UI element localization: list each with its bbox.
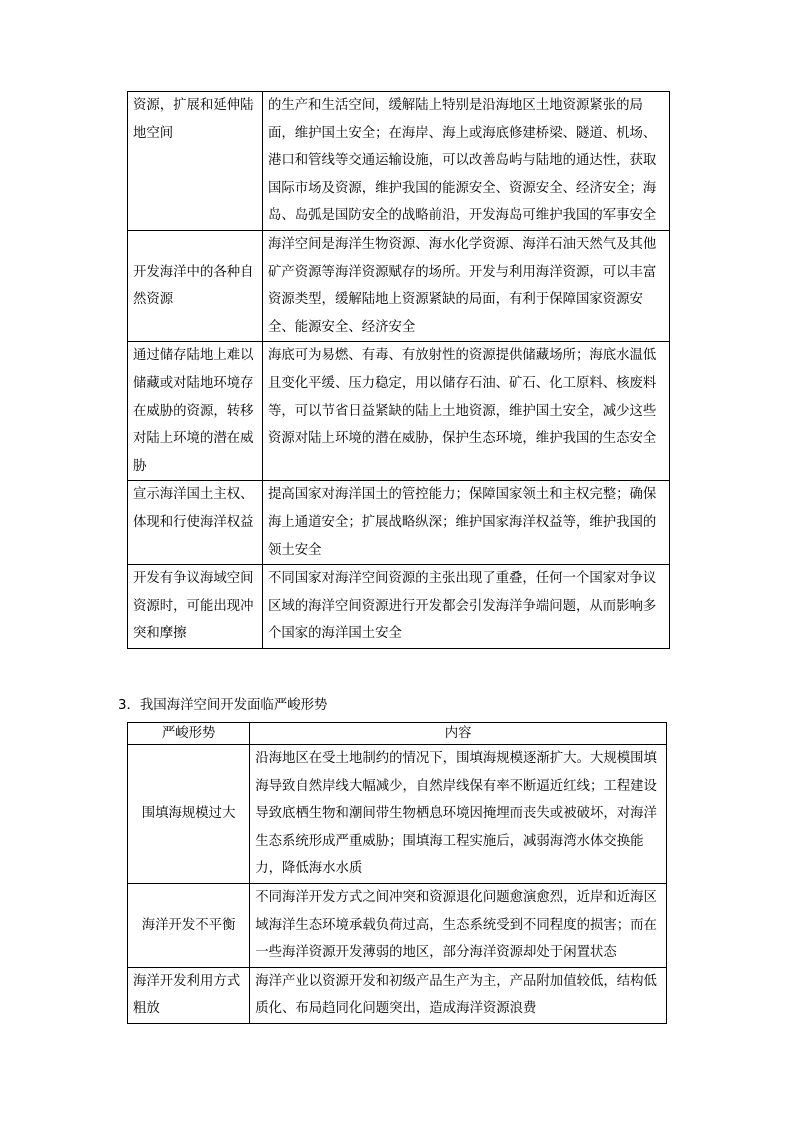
table-cell-label <box>128 342 263 481</box>
table-cell-content <box>263 92 670 231</box>
table-cell-content <box>263 565 670 649</box>
table-cell-content <box>250 883 667 967</box>
table-row <box>128 967 667 1023</box>
cell-text: 资源，扩展和延伸陆地空间 <box>133 98 254 141</box>
cell-text: 围填海规模过大 <box>141 806 236 822</box>
table-row <box>128 883 667 967</box>
security-significance-table <box>127 91 670 649</box>
table-row <box>128 565 670 649</box>
cell-text: 不同海洋开发方式之间冲突和资源退化问题愈演愈烈，近岸和近海区域海洋生态环境承载负荷过高，生态系统受到不同程度的损害；而在一些海洋资源开发薄弱的地区，部分海洋资源却处于闲置状态 <box>255 889 657 961</box>
table-row <box>128 342 670 481</box>
table-cell-label <box>128 230 263 341</box>
cell-text: 提高国家对海洋国土的管控能力；保障国家领土和主权完整；确保海上通道安全；扩展战略纵深；维护国家海洋权益等，维护我国的领土安全 <box>268 487 657 558</box>
table-header-row <box>128 723 667 745</box>
cell-text: 海洋开发不平衡 <box>141 917 236 933</box>
table-row <box>128 745 667 884</box>
cell-text: 海洋产业以资源开发和初级产品生产为主，产品附加值较低，结构低质化、布局趋同化问题突出，造成海洋资源浪费 <box>255 973 657 1017</box>
table-cell-content <box>263 230 670 341</box>
cell-text: 通过储存陆地上难以储藏或对陆地环境存在威胁的资源，转移对陆上环境的潜在威胁 <box>133 348 254 474</box>
table-cell-label <box>128 745 250 884</box>
table-cell-content <box>250 967 667 1023</box>
cell-text: 开发海洋中的各种自然资源 <box>133 264 254 308</box>
table-row <box>128 481 670 565</box>
table-cell-label <box>128 967 250 1023</box>
table-cell-content <box>263 481 670 565</box>
severe-situation-table <box>127 722 667 1024</box>
column-header: 严峻形势 <box>128 723 250 745</box>
table-cell-label <box>128 883 250 967</box>
table-cell-label <box>128 92 263 231</box>
table-cell-label <box>128 481 263 565</box>
cell-text: 沿海地区在受土地制约的情况下，围填海规模逐渐扩大。大规模围填海导致自然岸线大幅减少，自然岸线保有率不断逼近红线；工程建设导致底栖生物和潮间带生物栖息环境因掩埋而丧失或被破坏，对海洋生态系统形成严重威胁；围填海工程实施后，减弱海湾水体交换能力，降低海水水质 <box>255 751 657 877</box>
table-row <box>128 230 670 341</box>
table-row <box>128 92 670 231</box>
table-cell-content <box>263 342 670 481</box>
cell-text: 宣示海洋国土主权、体现和行使海洋权益 <box>133 487 254 530</box>
cell-text: 的生产和生活空间，缓解陆上特别是沿海地区土地资源紧张的局面，维护国土安全；在海岸、海上或海底修建桥梁、隧道、机场、港口和管线等交通运输设施，可以改善岛屿与陆地的通达性，获取国际市场及资源，维护我国的能源安全、资源安全、经济安全；海岛、岛弧是国防安全的战略前沿，开发海岛可维护我国的军事安全 <box>268 98 657 224</box>
column-header: 内容 <box>250 723 667 745</box>
cell-text: 海洋空间是海洋生物资源、海水化学资源、海洋石油天然气及其他矿产资源等海洋资源赋存的场所。开发与利用海洋资源，可以丰富资源类型，缓解陆地上资源紧缺的局面，有利于保障国家资源安全、能源安全、经济安全 <box>268 236 657 335</box>
cell-text: 海底可为易燃、有毒、有放射性的资源提供储藏场所；海底水温低且变化平缓、压力稳定，用以储存石油、矿石、化工原料、核废料等，可以节省日益紧缺的陆上土地资源，维护国土安全，减少这些资源对陆上环境的潜在威胁，保护生态环境，维护我国的生态安全 <box>268 348 657 447</box>
table-cell-label <box>128 565 263 649</box>
table-cell-content <box>250 745 667 884</box>
section-heading: 3．我国海洋空间开发面临严峻形势 <box>118 698 328 713</box>
cell-text: 开发有争议海域空间资源时，可能出现冲突和摩擦 <box>133 571 254 642</box>
cell-text: 海洋开发利用方式粗放 <box>133 973 241 1017</box>
cell-text: 不同国家对海洋空间资源的主张出现了重叠，任何一个国家对争议区域的海洋空间资源进行开发都会引发海洋争端问题，从而影响多个国家的海洋国土安全 <box>268 571 657 642</box>
